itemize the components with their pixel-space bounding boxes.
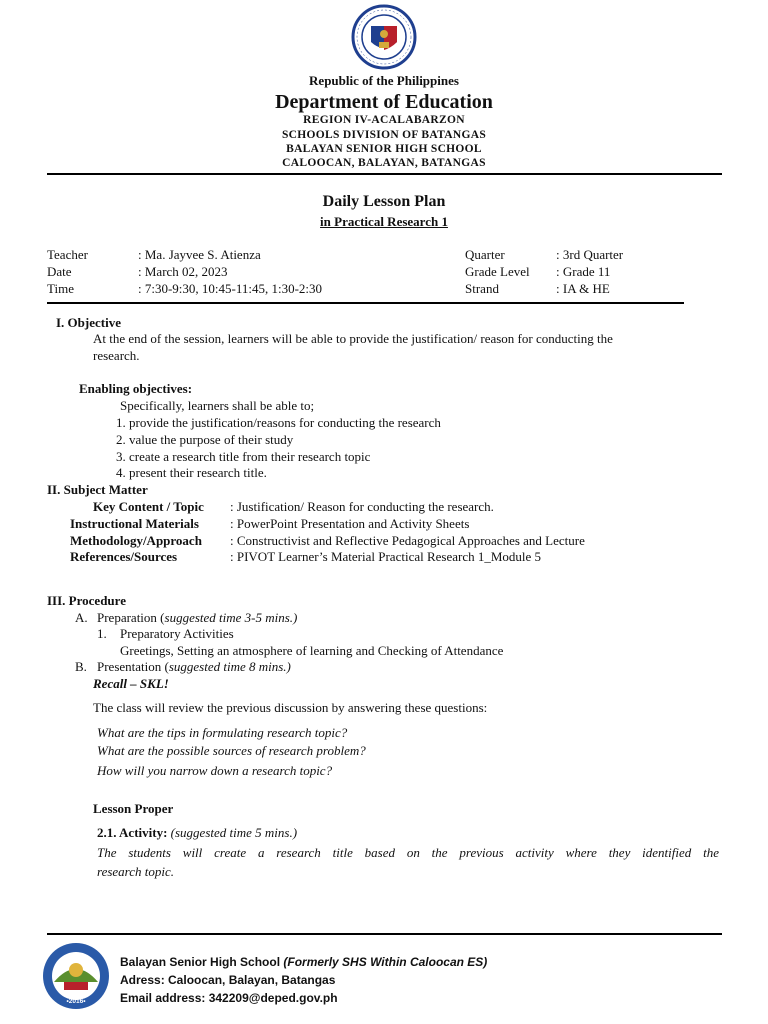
deped-seal-logo bbox=[349, 4, 419, 70]
enabling-heading: Enabling objectives: bbox=[79, 381, 193, 396]
footer-divider bbox=[47, 933, 722, 935]
objective-heading: I. Objective bbox=[56, 315, 121, 330]
presentation-item: Presentation (suggested time 8 mins.) bbox=[97, 659, 291, 674]
question-item: What are the tips in formulating research topic? bbox=[97, 725, 348, 740]
preparatory-detail: Greetings, Setting an atmosphere of learning and Checking of Attendance bbox=[120, 643, 504, 658]
teacher-label: Teacher bbox=[47, 247, 88, 262]
division-text: SCHOOLS DIVISION OF BATANGAS bbox=[281, 129, 487, 141]
enabling-item: 4. present their research title. bbox=[116, 465, 267, 480]
subject-row-label: Methodology/Approach bbox=[70, 533, 202, 548]
lesson-plan-title: Daily Lesson Plan bbox=[322, 193, 446, 210]
enabling-item: 2. value the purpose of their study bbox=[116, 432, 294, 447]
school-text: BALAYAN SENIOR HIGH SCHOOL bbox=[286, 143, 482, 155]
time-value: : 7:30-9:30, 10:45-11:45, 1:30-2:30 bbox=[138, 281, 323, 296]
strand-value: : IA & HE bbox=[556, 281, 610, 296]
enabling-item: 3. create a research title from their research topic bbox=[116, 449, 371, 464]
address-text: CALOOCAN, BALAYAN, BATANGAS bbox=[282, 157, 486, 169]
region-text: REGION IV-ACALABARZON bbox=[303, 114, 465, 126]
activity-heading: 2.1. Activity: (suggested time 5 mins.) bbox=[97, 825, 298, 840]
department-title: Department of Education bbox=[275, 91, 493, 113]
logo-year-text: •2016• bbox=[66, 998, 86, 1005]
subject-row-label: Key Content / Topic bbox=[93, 499, 204, 514]
time-label: Time bbox=[47, 281, 74, 296]
activity-line-2: research topic. bbox=[97, 864, 175, 879]
header-divider bbox=[47, 173, 722, 175]
lesson-proper-heading: Lesson Proper bbox=[93, 801, 174, 816]
activity-line-1: The students will create a research title based on the previous activity where they identified the bbox=[97, 845, 719, 860]
footer-school-name: Balayan Senior High School (Formerly SHS Within Caloocan ES) bbox=[120, 955, 488, 969]
preparatory-marker: 1. bbox=[97, 626, 107, 641]
objective-line-1: At the end of the session, learners will be able to provide the justification/ reason for conducting the bbox=[93, 331, 613, 346]
date-label: Date bbox=[47, 264, 72, 279]
objective-line-2: research. bbox=[93, 348, 140, 363]
info-divider bbox=[47, 302, 684, 304]
preparation-item: Preparation (suggested time 3-5 mins.) bbox=[97, 610, 298, 625]
recall-heading: Recall – SKL! bbox=[93, 676, 169, 691]
subject-row-label: References/Sources bbox=[70, 549, 178, 564]
footer-email: Email address: 342209@deped.gov.ph bbox=[120, 991, 338, 1005]
lesson-plan-subtitle: in Practical Research 1 bbox=[320, 214, 448, 229]
subject-row-value: : Constructivist and Reflective Pedagogical Approaches and Lecture bbox=[230, 533, 585, 548]
strand-label: Strand bbox=[465, 281, 499, 296]
date-value: : March 02, 2023 bbox=[138, 264, 228, 279]
question-item: How will you narrow down a research topic? bbox=[97, 763, 333, 778]
subject-row-value: : Justification/ Reason for conducting the research. bbox=[230, 499, 494, 514]
footer-address: Adress: Caloocan, Balayan, Batangas bbox=[120, 973, 336, 987]
presentation-marker: B. bbox=[75, 659, 87, 674]
subject-row-label: Instructional Materials bbox=[70, 516, 199, 531]
grade-label: Grade Level bbox=[465, 264, 530, 279]
quarter-label: Quarter bbox=[465, 247, 505, 262]
quarter-value: : 3rd Quarter bbox=[556, 247, 624, 262]
subject-row-value: : PIVOT Learner’s Material Practical Research 1_Module 5 bbox=[230, 549, 542, 564]
enabling-item: 1. provide the justification/reasons for conducting the research bbox=[116, 415, 441, 430]
balayan-shs-logo bbox=[42, 942, 110, 1010]
subject-heading: II. Subject Matter bbox=[47, 482, 148, 497]
procedure-heading: III. Procedure bbox=[47, 593, 126, 608]
preparation-marker: A. bbox=[75, 610, 88, 625]
teacher-value: : Ma. Jayvee S. Atienza bbox=[138, 247, 261, 262]
subject-row-value: : PowerPoint Presentation and Activity Sheets bbox=[230, 516, 470, 531]
enabling-intro: Specifically, learners shall be able to; bbox=[120, 398, 315, 413]
republic-text: Republic of the Philippines bbox=[309, 73, 459, 88]
question-item: What are the possible sources of research problem? bbox=[97, 743, 366, 758]
review-text: The class will review the previous discussion by answering these questions: bbox=[93, 700, 488, 715]
grade-value: : Grade 11 bbox=[556, 264, 611, 279]
preparatory-activities: Preparatory Activities bbox=[120, 626, 234, 641]
